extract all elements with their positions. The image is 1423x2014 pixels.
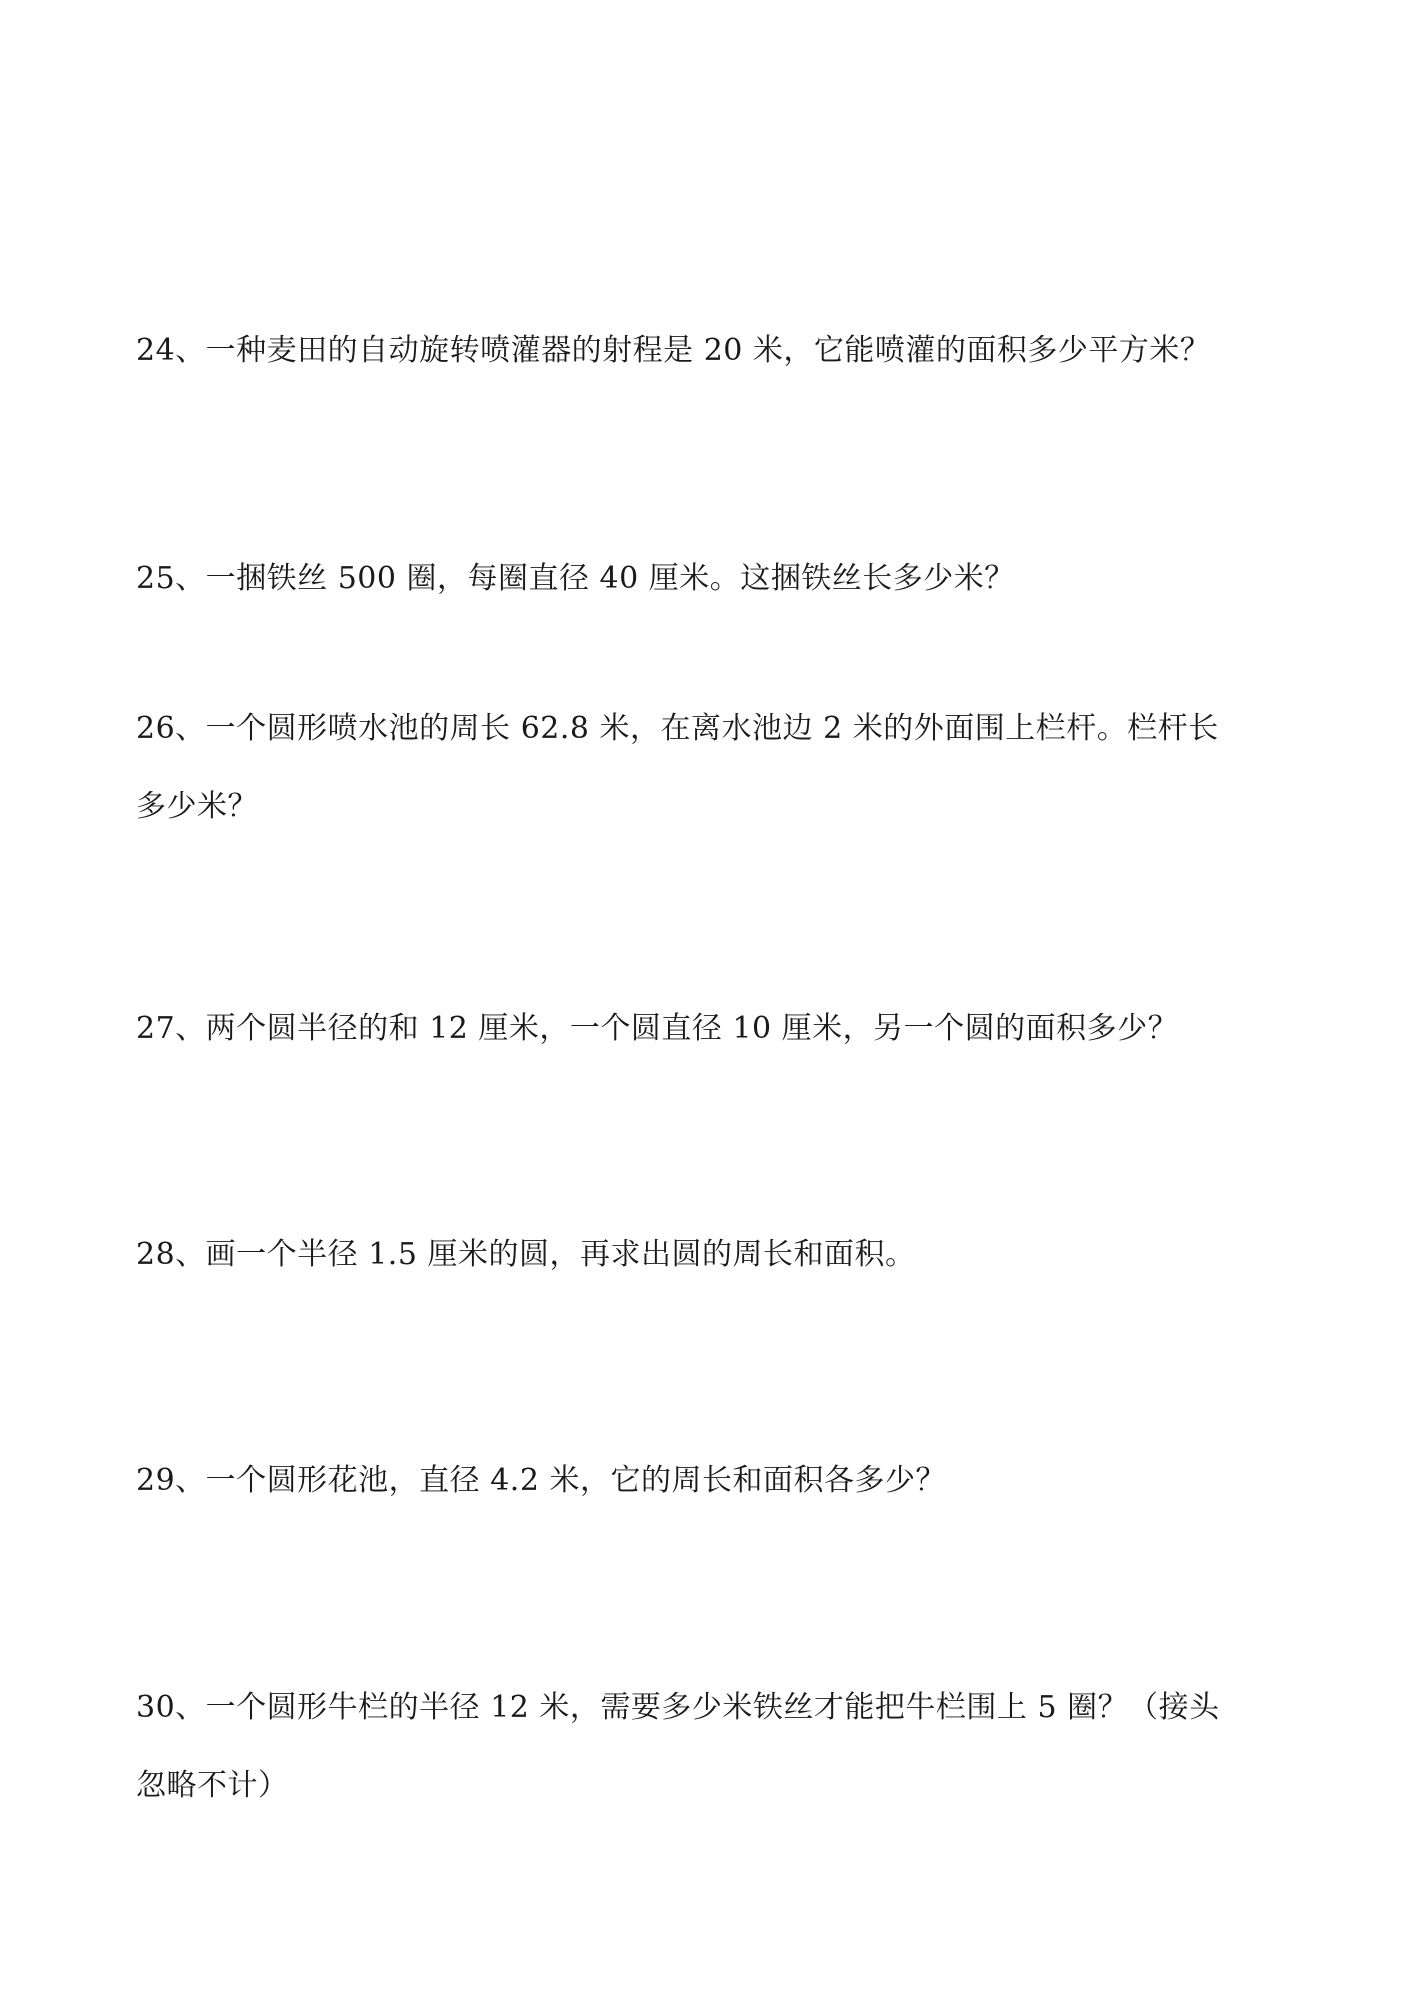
question-27: [136, 990, 1336, 1068]
question-28: [136, 1216, 1336, 1294]
question-25: [136, 540, 1336, 618]
question-30-line-1: 30、一个圆形牛栏的半径 12 米，需要多少米铁丝才能把牛栏围上 5 圈？（接头: [136, 1690, 1220, 1725]
question-28-text: 28、画一个半径 1.5 厘米的圆，再求出圆的周长和面积。: [136, 1237, 916, 1272]
question-29-text: 29、一个圆形花池，直径 4.2 米，它的周长和面积各多少？: [136, 1463, 946, 1498]
question-30: [136, 1669, 1336, 1825]
question-24: [136, 312, 1336, 390]
question-25-text: 25、一捆铁丝 500 圈，每圈直径 40 厘米。这捆铁丝长多少米？: [136, 561, 1015, 596]
question-30-line-2: 忽略不计）: [136, 1768, 289, 1803]
question-27-text: 27、两个圆半径的和 12 厘米，一个圆直径 10 厘米，另一个圆的面积多少？: [136, 1011, 1179, 1046]
question-29: [136, 1442, 1336, 1520]
question-26: [136, 690, 1336, 846]
question-24-text: 24、一种麦田的自动旋转喷灌器的射程是 20 米，它能喷灌的面积多少平方米？: [136, 333, 1211, 368]
question-26-line-2: 多少米？: [136, 789, 258, 824]
question-26-line-1: 26、一个圆形喷水池的周长 62.8 米，在离水池边 2 米的外面围上栏杆。栏杆长: [136, 711, 1219, 746]
